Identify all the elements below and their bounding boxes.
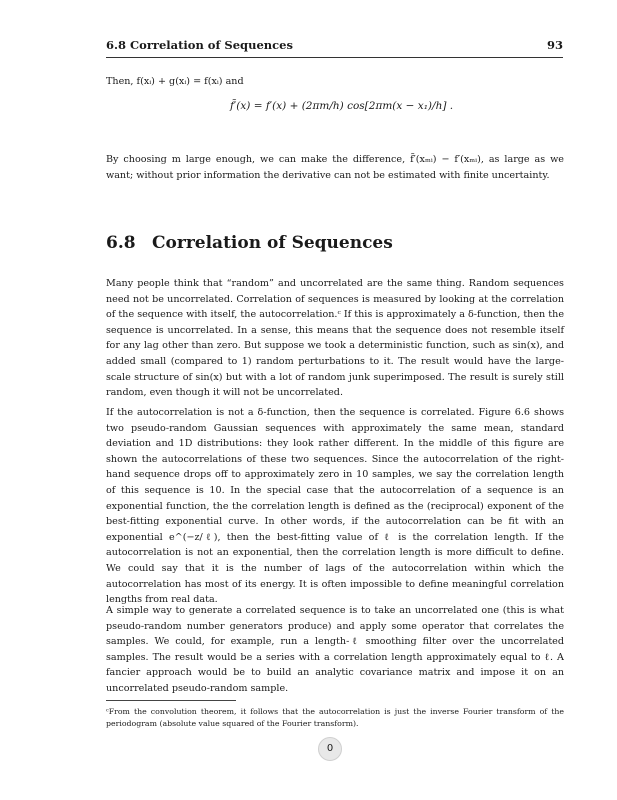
intro-paragraph: By choosing m large enough, we can make the difference, f̃′(xₘᵢ) − f′(xₘᵢ), as large as we want; without prior information the derivative can not be estimated with finite uncertainty. [106, 154, 564, 181]
intro-line: Then, f(xᵢ) + g(xᵢ) = f(xᵢ) and [106, 76, 244, 87]
section-heading [106, 233, 393, 253]
page-badge[interactable]: 0 [318, 737, 342, 761]
paragraph-3: A simple way to generate a correlated sequence is to take an uncorrelated one (this is what pseudo-random number generators produce) and apply some operator that correlates the samples. We could, for example, run a length-ℓ smoothing filter over the uncorrelated samples. The result would be a series with a correlation length approximately equal to ℓ. A fancier approach would be to build an analytic covariance matrix and impose it on an uncorrelated pseudo-random sample. [106, 605, 564, 694]
paragraph-2: If the autocorrelation is not a δ-function, then the sequence is correlated. Figure 6.6 shows two pseudo-random Gaussian sequences with approximately the same mean, standard deviation and 1D distributions: they look rather different. In the middle of this figure are shown the autocorrelations of these two sequences. Since the autocorrelation of the right-hand sequence drops off to approximately zero in 10 samples, we say the correlation length of this sequence is 10. In the special case that the autocorrelation of a sequence is an exponential function, the the correlation length is defined as the (reciprocal) exponent of the best-fitting exponential curve. In other words, if the autocorrelation can be fit with an exponential e^(−z/ℓ), then the best-fitting value of ℓ is the correlation length. If the autocorrelation is not an exponential, then the correlation length is more difficult to define. We could say that it is the number of lags of the autocorrelation within which the autocorrelation has most of its energy. It is often impossible to define meaningful correlation lengths from real data. [106, 407, 564, 606]
running-header [106, 38, 563, 56]
header-section-title: 6.8 Correlation of Sequences [106, 38, 293, 52]
header-page-number: 93 [546, 38, 563, 52]
section-title: Correlation of Sequences [152, 233, 393, 253]
section-number: 6.8 [106, 233, 136, 253]
paragraph-1: Many people think that “random” and uncorrelated are the same thing. Random sequences need not be uncorrelated. Correlation of sequences is measured by looking at the correlation of the sequence with itself, the autocorrelation.ᶜ If this is approximately a δ-function, then the sequence is uncorrelated. In a sense, this means that the sequence does not resemble itself for any lag other than zero. But suppose we took a deterministic function, such as sin(x), and added small (compared to 1) random perturbations to it. The result would have the large-scale structure of sin(x) but with a lot of random junk superimposed. The result is surely still random, even though it will not be uncorrelated. [106, 278, 564, 399]
header-rule [106, 57, 563, 58]
display-equation: f̃′(x) = f′(x) + (2πm/h) cos[2πm(x − x₁)/h] . [230, 100, 454, 112]
footnote: ᶜFrom the convolution theorem, it follows that the autocorrelation is just the inverse Fourier transform of the periodogram (absolute value squared of the Fourier transform). [106, 707, 564, 728]
footnote-rule [106, 700, 236, 701]
